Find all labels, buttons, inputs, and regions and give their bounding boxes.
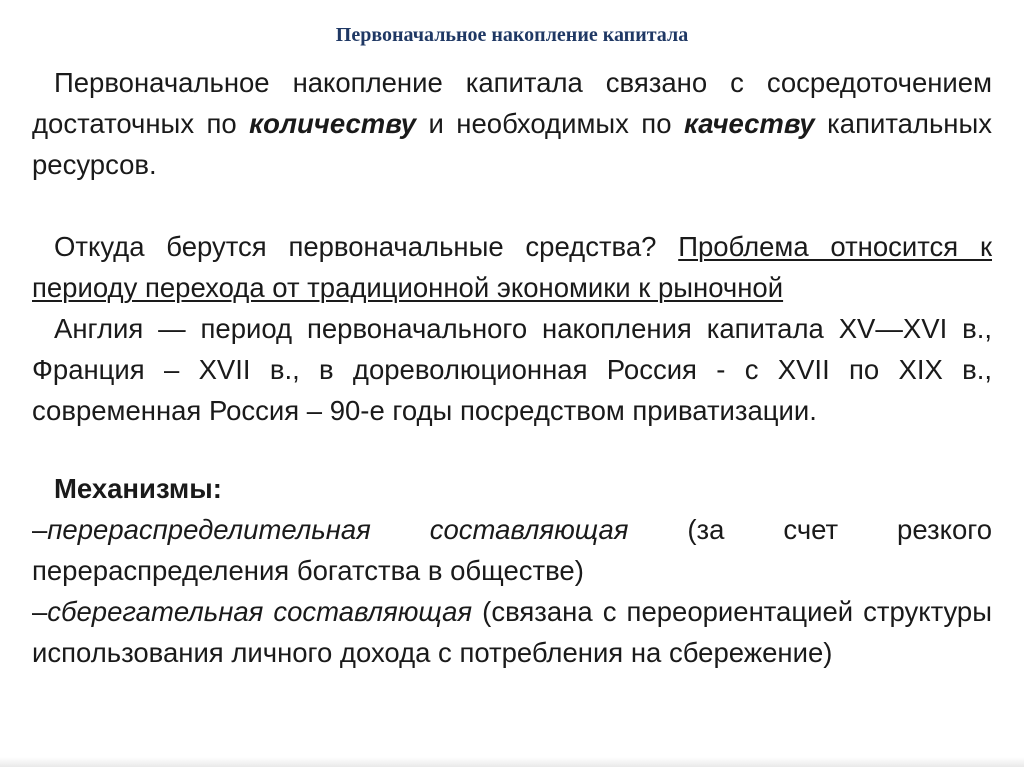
mechanism-desc-redistribution: (за счет резкого перераспределения богатства в обществе) xyxy=(32,514,992,586)
slide-body xyxy=(32,62,992,673)
definition-text-1: Первоначальное накопление капитала связано с сосредоточением достаточных по xyxy=(32,67,992,139)
list-dash: – xyxy=(32,596,48,627)
emphasis-quantity: количеству xyxy=(249,108,417,139)
emphasis-quality: качеству xyxy=(683,108,815,139)
mechanism-term-redistribution: перераспределительная составляющая xyxy=(47,514,629,545)
list-dash: – xyxy=(32,514,48,545)
paragraph-question xyxy=(32,226,992,308)
slide-title: Первоначальное накопление капитала xyxy=(335,24,689,46)
paragraph-definition xyxy=(32,62,992,185)
mechanism-desc-savings: (связана с переориентацией структуры использования личного дохода с потребления на сбережение) xyxy=(32,596,992,668)
paragraph-history: Англия — период первоначального накопления капитала XV—XVI в., Франция – XVII в., в дореволюционная Россия - с XVII по XIX в., современная Россия – 90-е годы посредством приватизации. xyxy=(32,313,992,426)
mechanism-item-redistribution xyxy=(32,509,992,591)
definition-text-3: капитальных ресурсов. xyxy=(32,108,993,180)
mechanism-term-savings: сберегательная составляющая xyxy=(47,596,473,627)
page-edge-shadow xyxy=(0,757,1024,767)
definition-text-2: и необходимых по xyxy=(416,108,684,139)
mechanisms-heading: Механизмы: xyxy=(54,473,222,504)
underlined-problem-statement: Проблема относится к периоду перехода от традиционной экономики к рыночной xyxy=(32,231,992,303)
mechanism-item-savings xyxy=(32,591,992,673)
question-text: Откуда берутся первоначальные средства? xyxy=(54,231,679,262)
